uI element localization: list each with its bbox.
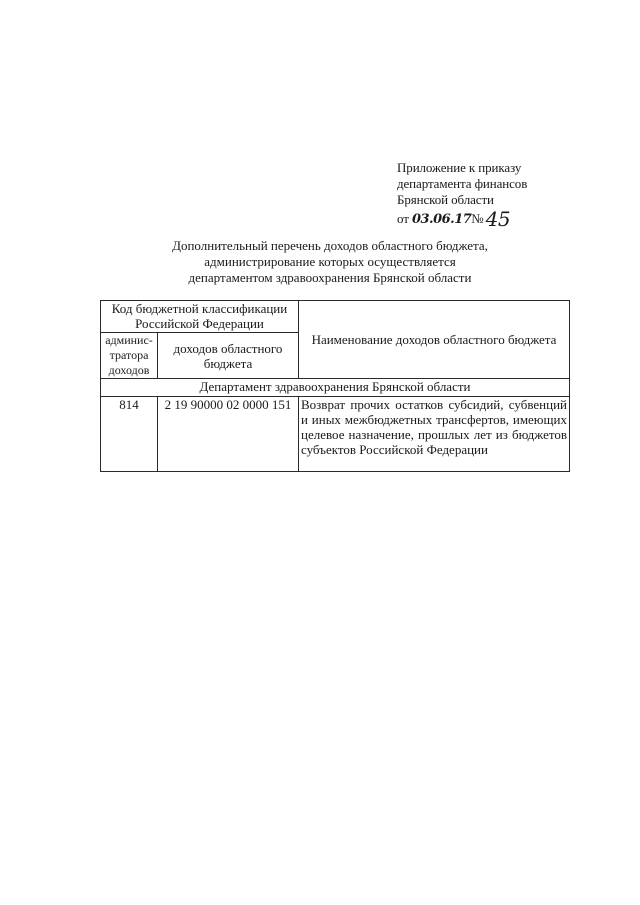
- header-income-column: доходов областного бюджета: [158, 333, 299, 379]
- header-admin-column: [101, 333, 158, 379]
- handwritten-date: 03.06.17: [411, 212, 472, 227]
- department-name: Департамент здравоохранения Брянской области: [101, 379, 570, 397]
- income-table: [100, 300, 570, 472]
- handwritten-number: 45: [485, 207, 511, 231]
- admin-code-cell: 814: [101, 397, 158, 472]
- header-admin-line-3: доходов: [108, 363, 150, 377]
- appendix-block: [397, 160, 528, 231]
- appendix-line-1: Приложение к приказу: [397, 160, 522, 175]
- number-sign: №: [471, 211, 484, 226]
- header-admin-line-2: тратора: [109, 348, 149, 362]
- header-name-column: Наименование доходов областного бюджета: [299, 301, 570, 379]
- heading-line-1: Дополнительный перечень доходов областного бюджета,: [172, 238, 488, 253]
- department-row: [101, 379, 570, 397]
- appendix-line-2: департамента финансов: [397, 176, 528, 191]
- heading-line-2: администрирование которых осуществляется: [204, 254, 456, 269]
- income-name-cell: Возврат прочих остатков субсидий, субвенций и иных межбюджетных трансфертов, имеющих целевое назначение, прошлых лет из бюджетов субъектов Российской Федерации: [299, 397, 570, 472]
- appendix-date-line: [397, 207, 527, 231]
- document-heading: [140, 238, 520, 286]
- income-code-cell: 2 19 90000 02 0000 151: [158, 397, 299, 472]
- table-header-row-1: [101, 301, 570, 333]
- heading-line-3: департаментом здравоохранения Брянской области: [188, 270, 472, 285]
- appendix-line-3: Брянской области: [397, 192, 494, 207]
- table-row: [101, 397, 570, 472]
- header-code-group: Код бюджетной классификации Российской Федерации: [101, 301, 299, 333]
- header-admin-line-1: админис-: [105, 333, 153, 347]
- date-prefix: от: [397, 211, 409, 226]
